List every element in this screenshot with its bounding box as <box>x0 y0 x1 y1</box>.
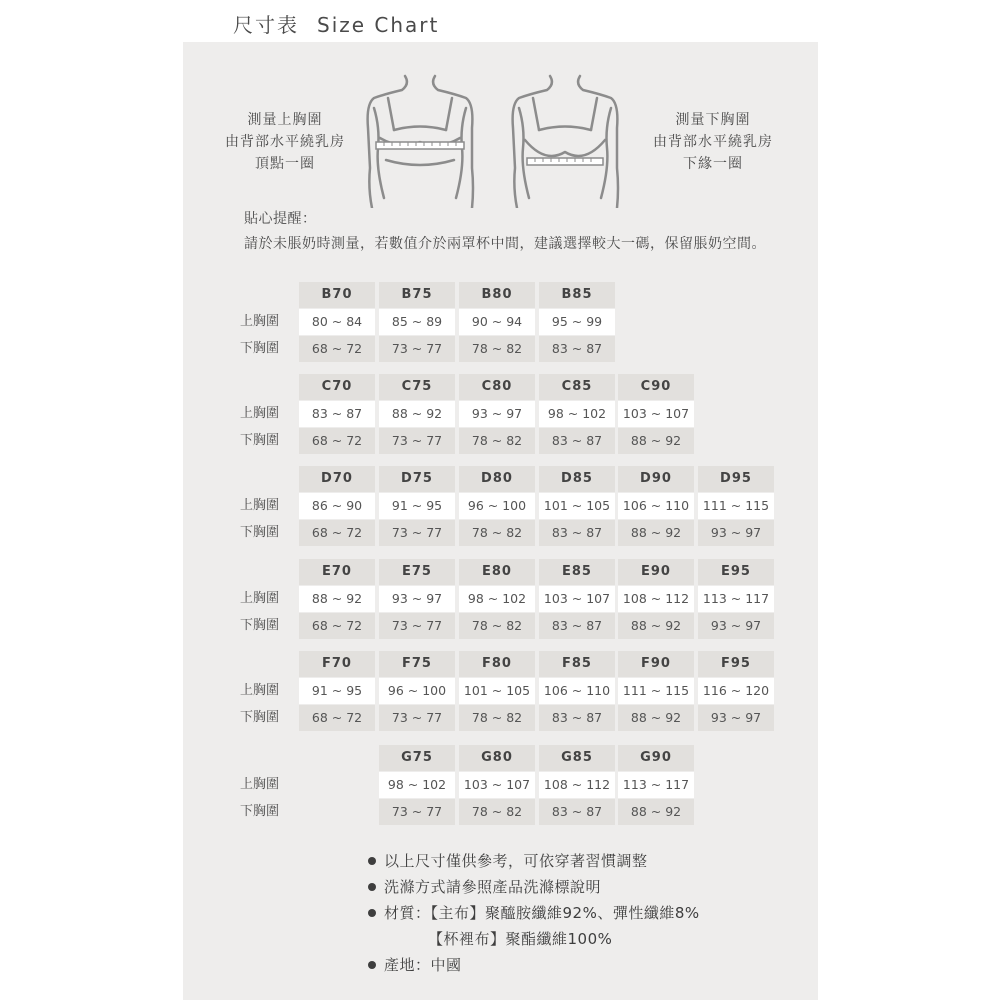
size-header-cell: D70 <box>299 466 375 492</box>
row-label-top-bust: 上胸圍 <box>240 406 280 421</box>
top-bust-cell: 91 ~ 95 <box>299 678 375 704</box>
under-bust-cell: 93 ~ 97 <box>698 520 774 546</box>
top-bust-cell: 98 ~ 102 <box>459 586 535 612</box>
note-item <box>368 848 700 874</box>
size-header-cell: D90 <box>618 466 694 492</box>
top-bust-cell: 95 ~ 99 <box>539 309 615 335</box>
top-bust-cell: 90 ~ 94 <box>459 309 535 335</box>
bullet-icon <box>368 857 376 865</box>
under-bust-cell: 78 ~ 82 <box>459 705 535 731</box>
size-header-cell: B70 <box>299 282 375 308</box>
measure-top-line: 頂點一圈 <box>255 156 315 172</box>
size-header-cell: F80 <box>459 651 535 677</box>
measure-under-text <box>628 109 798 175</box>
bullet-icon <box>368 909 376 917</box>
top-bust-cell: 103 ~ 107 <box>539 586 615 612</box>
under-bust-cell: 73 ~ 77 <box>379 613 455 639</box>
top-bust-cell: 113 ~ 117 <box>698 586 774 612</box>
size-header-cell: C85 <box>539 374 615 400</box>
top-bust-cell: 108 ~ 112 <box>539 772 615 798</box>
size-header-cell: F85 <box>539 651 615 677</box>
bullet-icon <box>368 883 376 891</box>
top-bust-cell: 93 ~ 97 <box>459 401 535 427</box>
row-label-top-bust: 上胸圍 <box>240 314 280 329</box>
size-header-cell: D95 <box>698 466 774 492</box>
row-label-top-bust: 上胸圍 <box>240 777 280 792</box>
under-bust-cell: 83 ~ 87 <box>539 520 615 546</box>
note-text: 產地：中國 <box>384 956 462 974</box>
top-bust-cell: 96 ~ 100 <box>459 493 535 519</box>
row-label-under-bust: 下胸圍 <box>240 804 280 819</box>
note-text: 以上尺寸僅供參考，可依穿著習慣調整 <box>384 852 648 870</box>
size-header-cell: E70 <box>299 559 375 585</box>
note-item <box>368 952 700 978</box>
size-header-cell: D85 <box>539 466 615 492</box>
top-bust-cell: 83 ~ 87 <box>299 401 375 427</box>
under-bust-cell: 88 ~ 92 <box>618 705 694 731</box>
bullet-icon <box>368 961 376 969</box>
size-header-cell: B80 <box>459 282 535 308</box>
top-bust-cell: 103 ~ 107 <box>618 401 694 427</box>
top-bust-cell: 80 ~ 84 <box>299 309 375 335</box>
size-header-cell: E75 <box>379 559 455 585</box>
measure-top-line: 由背部水平繞乳房 <box>225 134 345 150</box>
tips-text: 請於未脹奶時測量，若數值介於兩罩杯中間，建議選擇較大一碼，保留脹奶空間。 <box>244 236 766 252</box>
note-item <box>368 900 700 926</box>
top-bust-cell: 101 ~ 105 <box>539 493 615 519</box>
top-bust-cell: 116 ~ 120 <box>698 678 774 704</box>
row-label-under-bust: 下胸圍 <box>240 710 280 725</box>
top-bust-cell: 113 ~ 117 <box>618 772 694 798</box>
top-bust-cell: 91 ~ 95 <box>379 493 455 519</box>
top-bust-cell: 88 ~ 92 <box>379 401 455 427</box>
row-label-under-bust: 下胸圍 <box>240 618 280 633</box>
size-header-cell: F75 <box>379 651 455 677</box>
under-bust-cell: 68 ~ 72 <box>299 613 375 639</box>
bust-measure-figure-icon <box>360 68 480 208</box>
under-bust-cell: 93 ~ 97 <box>698 613 774 639</box>
note-text: 【杯裡布】聚酯纖維100% <box>428 930 613 948</box>
under-bust-cell: 73 ~ 77 <box>379 336 455 362</box>
under-bust-cell: 78 ~ 82 <box>459 613 535 639</box>
under-bust-cell: 88 ~ 92 <box>618 428 694 454</box>
row-label-under-bust: 下胸圍 <box>240 341 280 356</box>
under-bust-cell: 83 ~ 87 <box>539 428 615 454</box>
top-bust-cell: 88 ~ 92 <box>299 586 375 612</box>
top-bust-cell: 111 ~ 115 <box>618 678 694 704</box>
title-en: Size Chart <box>317 13 440 37</box>
row-label-top-bust: 上胸圍 <box>240 683 280 698</box>
under-bust-cell: 83 ~ 87 <box>539 336 615 362</box>
page-title <box>233 10 439 40</box>
under-bust-cell: 68 ~ 72 <box>299 520 375 546</box>
note-item <box>368 874 700 900</box>
under-bust-cell: 83 ~ 87 <box>539 799 615 825</box>
under-bust-cell: 78 ~ 82 <box>459 336 535 362</box>
top-bust-cell: 111 ~ 115 <box>698 493 774 519</box>
under-bust-cell: 68 ~ 72 <box>299 705 375 731</box>
under-bust-cell: 78 ~ 82 <box>459 520 535 546</box>
measure-top-text <box>200 109 370 175</box>
size-header-cell: B85 <box>539 282 615 308</box>
top-bust-cell: 108 ~ 112 <box>618 586 694 612</box>
size-header-cell: D75 <box>379 466 455 492</box>
size-header-cell: C90 <box>618 374 694 400</box>
under-bust-cell: 93 ~ 97 <box>698 705 774 731</box>
notes-list <box>368 848 700 978</box>
top-bust-cell: 96 ~ 100 <box>379 678 455 704</box>
top-bust-cell: 98 ~ 102 <box>539 401 615 427</box>
size-header-cell: E95 <box>698 559 774 585</box>
underbust-measure-figure-icon <box>505 68 625 208</box>
top-bust-cell: 106 ~ 110 <box>618 493 694 519</box>
size-header-cell: B75 <box>379 282 455 308</box>
top-bust-cell: 106 ~ 110 <box>539 678 615 704</box>
under-bust-cell: 78 ~ 82 <box>459 428 535 454</box>
size-header-cell: G90 <box>618 745 694 771</box>
under-bust-cell: 88 ~ 92 <box>618 799 694 825</box>
size-header-cell: E90 <box>618 559 694 585</box>
top-bust-cell: 85 ~ 89 <box>379 309 455 335</box>
row-label-under-bust: 下胸圍 <box>240 433 280 448</box>
size-header-cell: C70 <box>299 374 375 400</box>
note-item <box>368 926 700 952</box>
tips-heading: 貼心提醒： <box>244 211 317 227</box>
under-bust-cell: 68 ~ 72 <box>299 336 375 362</box>
size-header-cell: G85 <box>539 745 615 771</box>
under-bust-cell: 73 ~ 77 <box>379 520 455 546</box>
top-bust-cell: 101 ~ 105 <box>459 678 535 704</box>
under-bust-cell: 83 ~ 87 <box>539 705 615 731</box>
size-header-cell: F70 <box>299 651 375 677</box>
row-label-under-bust: 下胸圍 <box>240 525 280 540</box>
under-bust-cell: 88 ~ 92 <box>618 613 694 639</box>
top-bust-cell: 103 ~ 107 <box>459 772 535 798</box>
top-bust-cell: 86 ~ 90 <box>299 493 375 519</box>
size-header-cell: F90 <box>618 651 694 677</box>
measure-under-line: 測量下胸圍 <box>675 112 751 128</box>
size-header-cell: C80 <box>459 374 535 400</box>
under-bust-cell: 73 ~ 77 <box>379 799 455 825</box>
top-bust-cell: 93 ~ 97 <box>379 586 455 612</box>
tips <box>244 207 766 257</box>
measure-top-line: 測量上胸圍 <box>247 112 323 128</box>
top-bust-cell: 98 ~ 102 <box>379 772 455 798</box>
size-header-cell: C75 <box>379 374 455 400</box>
under-bust-cell: 68 ~ 72 <box>299 428 375 454</box>
under-bust-cell: 88 ~ 92 <box>618 520 694 546</box>
measure-under-line: 下緣一圈 <box>683 156 743 172</box>
under-bust-cell: 73 ~ 77 <box>379 705 455 731</box>
under-bust-cell: 73 ~ 77 <box>379 428 455 454</box>
size-header-cell: D80 <box>459 466 535 492</box>
note-text: 材質：【主布】聚醯胺纖維92%、彈性纖維8% <box>384 904 700 922</box>
title-zh: 尺寸表 <box>233 13 299 37</box>
size-header-cell: E80 <box>459 559 535 585</box>
row-label-top-bust: 上胸圍 <box>240 498 280 513</box>
under-bust-cell: 83 ~ 87 <box>539 613 615 639</box>
size-header-cell: G80 <box>459 745 535 771</box>
under-bust-cell: 78 ~ 82 <box>459 799 535 825</box>
row-label-top-bust: 上胸圍 <box>240 591 280 606</box>
size-header-cell: G75 <box>379 745 455 771</box>
size-header-cell: F95 <box>698 651 774 677</box>
size-header-cell: E85 <box>539 559 615 585</box>
measure-under-line: 由背部水平繞乳房 <box>653 134 773 150</box>
note-text: 洗滌方式請參照產品洗滌標說明 <box>384 878 602 896</box>
